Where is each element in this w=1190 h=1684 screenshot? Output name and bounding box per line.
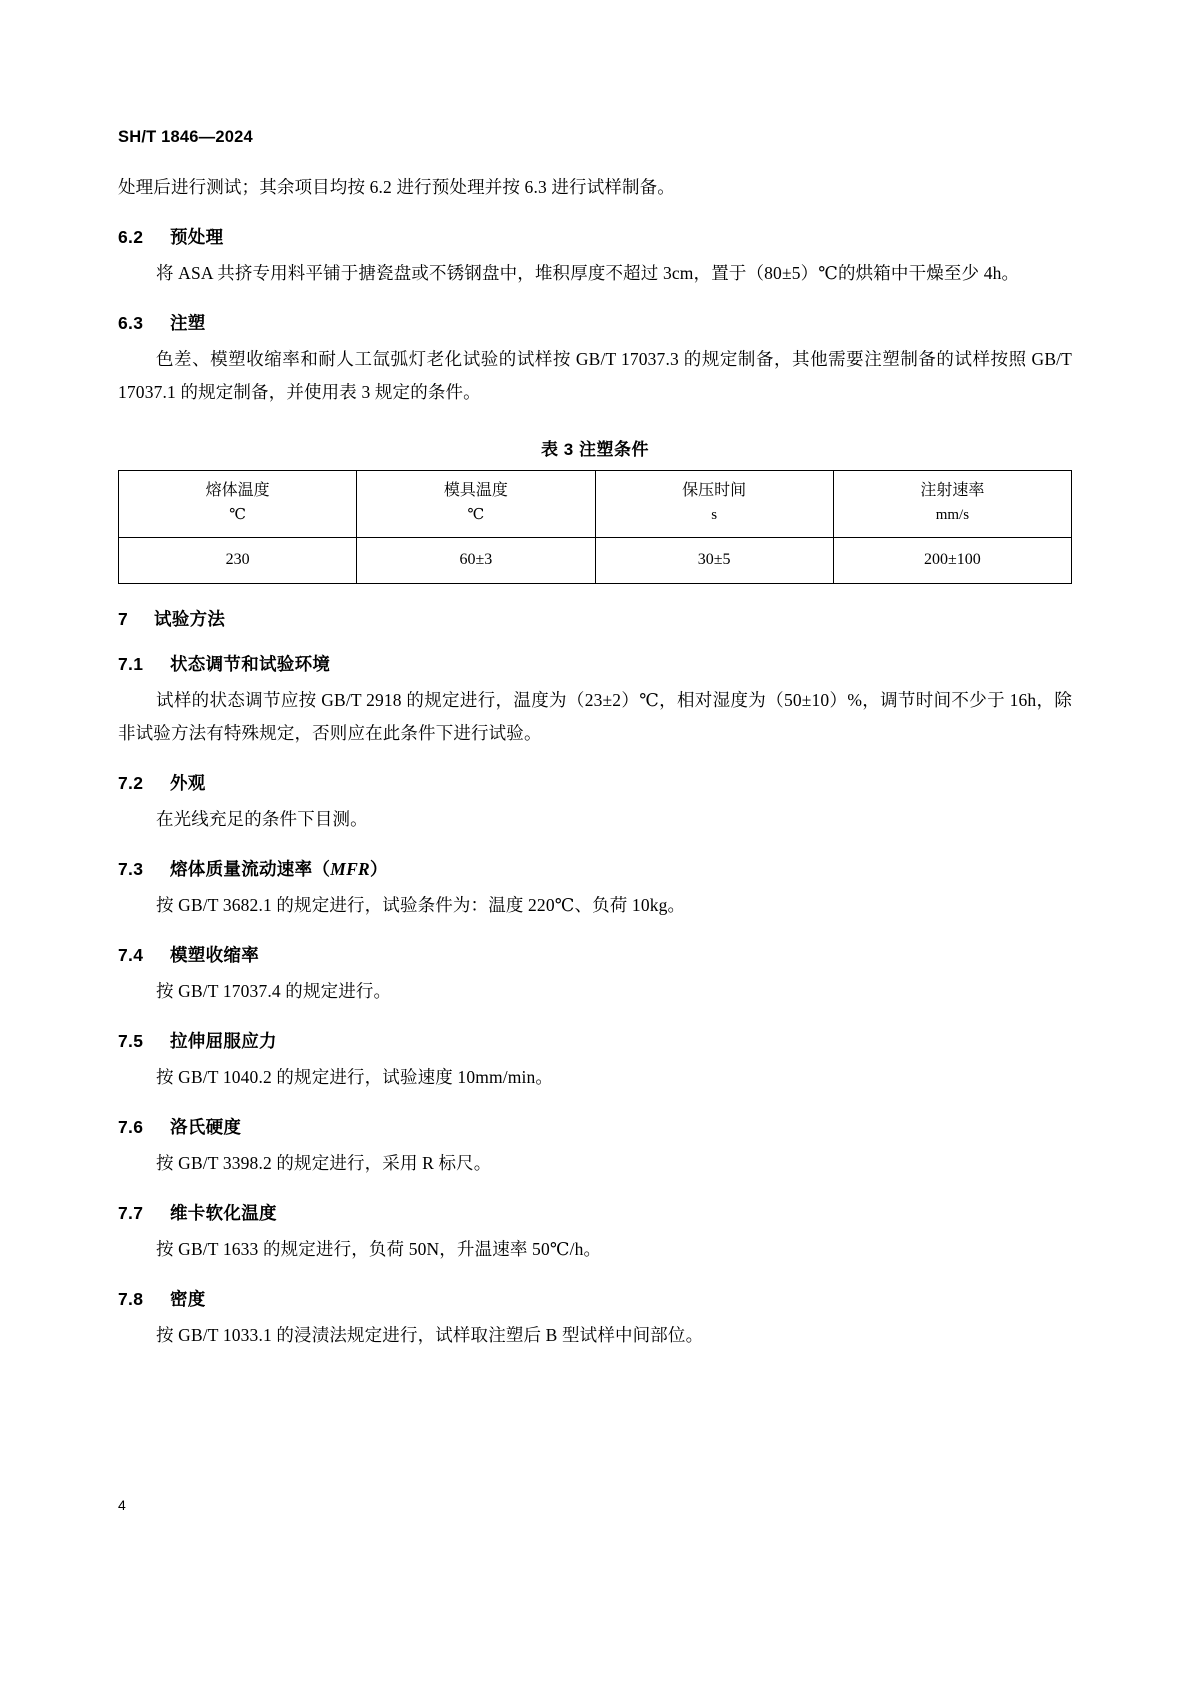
table-row-header <box>119 471 1072 538</box>
column-unit: ℃ <box>229 507 247 523</box>
heading-7-8-title: 密度 <box>170 1289 206 1309</box>
heading-6-2-number: 6.2 <box>118 227 144 247</box>
table-cell-value: 230 <box>119 538 357 584</box>
column-unit: s <box>711 507 718 523</box>
continued-paragraph: 处理后进行测试；其余项目均按 6.2 进行预处理并按 6.3 进行试样制备。 <box>118 177 675 197</box>
heading-7-4-title: 模塑收缩率 <box>170 945 259 965</box>
heading-7-number: 7 <box>118 609 129 629</box>
heading-6-2 <box>118 224 1072 249</box>
table-3-injection-conditions <box>118 470 1072 584</box>
column-unit: mm/s <box>935 507 970 523</box>
heading-7 <box>118 606 1072 631</box>
page-content <box>118 128 1072 1366</box>
heading-7-2 <box>118 770 1072 795</box>
heading-7-5-number: 7.5 <box>118 1031 144 1051</box>
heading-7-7-number: 7.7 <box>118 1203 144 1223</box>
running-head: SH/T 1846—2024 <box>118 128 253 146</box>
paragraph-6-3: 色差、模塑收缩率和耐人工氙弧灯老化试验的试样按 GB/T 17037.3 的规定制备，其他需要注塑制备的试样按照 GB/T 17037.1 的规定制备，并使用表 3 规定的条件。 <box>118 349 1072 402</box>
heading-7-3-title-prefix: 熔体质量流动速率（ <box>170 859 331 879</box>
heading-7-6-number: 7.6 <box>118 1117 144 1137</box>
paragraph-7-7: 按 GB/T 1633 的规定进行，负荷 50N，升温速率 50℃/h。 <box>156 1239 602 1259</box>
heading-7-4-number: 7.4 <box>118 945 144 965</box>
heading-7-8-number: 7.8 <box>118 1289 144 1309</box>
heading-7-2-number: 7.2 <box>118 773 144 793</box>
heading-7-1-number: 7.1 <box>118 654 144 674</box>
heading-7-3-number: 7.3 <box>118 859 144 879</box>
paragraph-7-1: 试样的状态调节应按 GB/T 2918 的规定进行，温度为（23±2）℃，相对湿度为（50±10）%，调节时间不少于 16h，除非试验方法有特殊规定，否则应在此条件下进行试验。 <box>118 690 1072 743</box>
heading-7-5-title: 拉伸屈服应力 <box>170 1031 277 1051</box>
heading-7-8 <box>118 1286 1072 1311</box>
heading-7-3-title-italic: MFR <box>330 859 371 879</box>
heading-7-2-title: 外观 <box>170 773 206 793</box>
paragraph-7-4: 按 GB/T 17037.4 的规定进行。 <box>156 981 392 1001</box>
heading-7-6-title: 洛氏硬度 <box>170 1117 242 1137</box>
paragraph-7-2: 在光线充足的条件下目测。 <box>156 809 368 829</box>
heading-6-3 <box>118 310 1072 335</box>
heading-6-2-title: 预处理 <box>170 227 224 247</box>
heading-7-4 <box>118 942 1072 967</box>
heading-6-3-number: 6.3 <box>118 313 144 333</box>
heading-7-7 <box>118 1200 1072 1225</box>
column-name: 保压时间 <box>682 482 747 499</box>
page-number: 4 <box>118 1497 126 1513</box>
heading-7-7-title: 维卡软化温度 <box>170 1203 277 1223</box>
heading-7-5 <box>118 1028 1072 1053</box>
heading-7-6 <box>118 1114 1072 1139</box>
column-name: 模具温度 <box>443 482 508 499</box>
heading-7-3 <box>118 856 1072 881</box>
table-cell-header <box>119 471 357 538</box>
table-row <box>119 538 1072 584</box>
paragraph-7-6: 按 GB/T 3398.2 的规定进行，采用 R 标尺。 <box>156 1153 492 1173</box>
paragraph-7-8: 按 GB/T 1033.1 的浸渍法规定进行，试样取注塑后 B 型试样中间部位。 <box>156 1325 704 1345</box>
table-cell-header <box>357 471 595 538</box>
table-cell-value: 200±100 <box>833 538 1071 584</box>
column-name: 注射速率 <box>920 482 985 499</box>
paragraph-7-3: 按 GB/T 3682.1 的规定进行，试验条件为：温度 220℃、负荷 10kg。 <box>156 895 686 915</box>
paragraph-7-5: 按 GB/T 1040.2 的规定进行，试验速度 10mm/min。 <box>156 1067 554 1087</box>
column-unit: ℃ <box>467 507 485 523</box>
heading-7-title: 试验方法 <box>154 609 226 629</box>
paragraph-6-2: 将 ASA 共挤专用料平铺于搪瓷盘或不锈钢盘中，堆积厚度不超过 3cm，置于（80±5）℃的烘箱中干燥至少 4h。 <box>156 263 1020 283</box>
heading-6-3-title: 注塑 <box>170 313 206 333</box>
heading-7-1 <box>118 651 1072 676</box>
heading-7-3-title-suffix: ） <box>370 859 388 879</box>
table-cell-header <box>833 471 1071 538</box>
heading-7-1-title: 状态调节和试验环境 <box>170 654 331 674</box>
table-3-caption: 表 3 注塑条件 <box>541 440 649 459</box>
column-name: 熔体温度 <box>205 482 270 499</box>
table-cell-value: 30±5 <box>595 538 833 584</box>
table-cell-value: 60±3 <box>357 538 595 584</box>
table-cell-header <box>595 471 833 538</box>
